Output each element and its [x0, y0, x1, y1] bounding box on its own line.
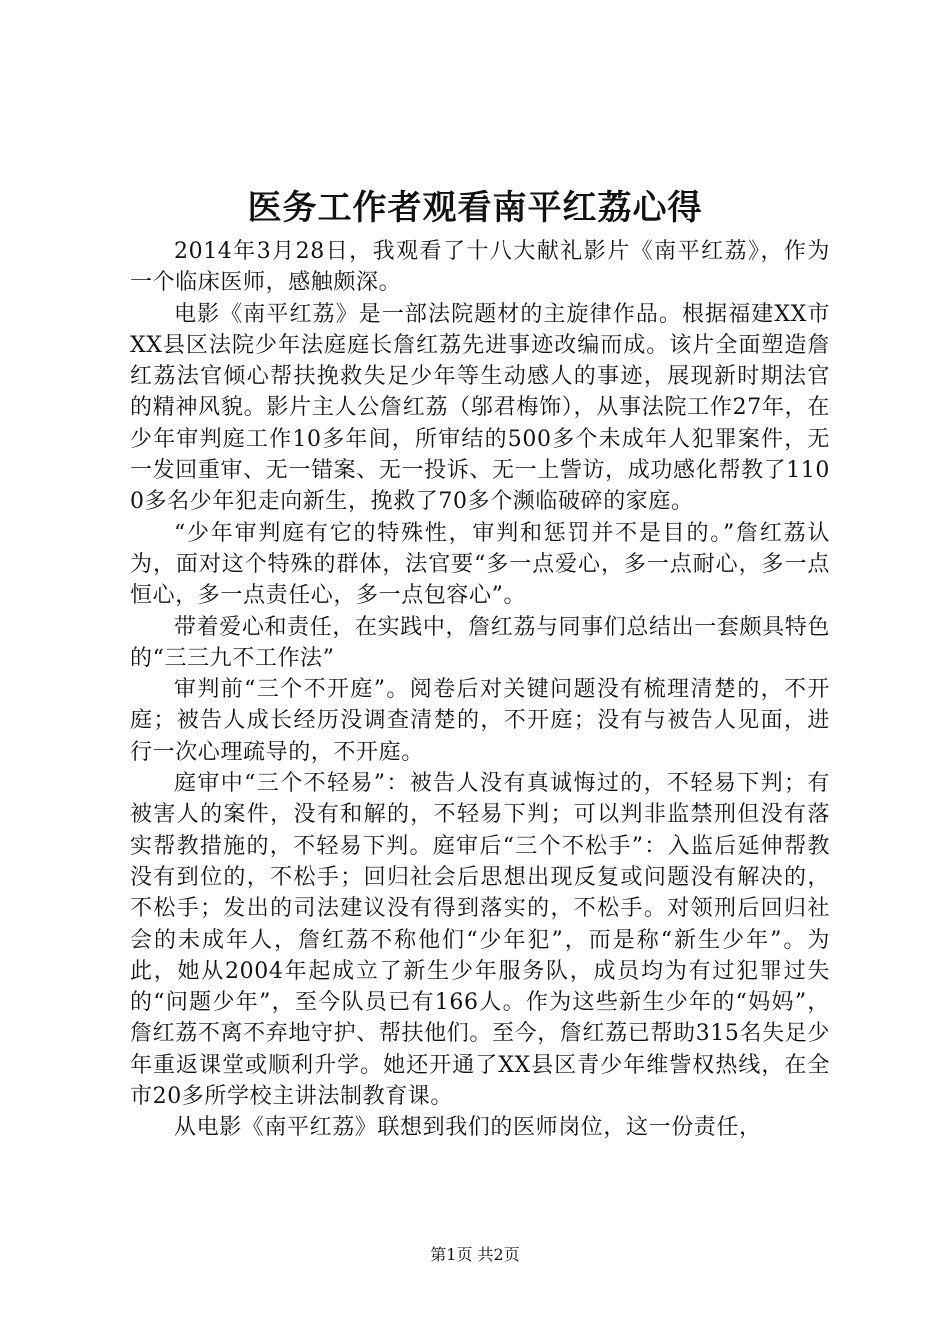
- page-number-footer: 第1页 共2页: [430, 1245, 520, 1264]
- document-title: 医务工作者观看南平红荔心得: [247, 188, 703, 228]
- paragraph-intro: 2014年3月28日，我观看了十八大献礼影片《南平红荔》，作为一个临床医师，感触颇深。: [130, 239, 830, 296]
- paragraph-method-intro: 带着爱心和责任，在实践中，詹红荔与同事们总结出一套颇具特色的“三三九不工作法”: [130, 614, 830, 671]
- document-body: [130, 236, 830, 1144]
- paragraph-before-trial: 审判前“三个不开庭”。阅卷后对关键问题没有梳理清楚的，不开庭；被告人成长经历没调查清楚的，不开庭；没有与被告人见面，进行一次心理疏导的，不开庭。: [130, 677, 830, 765]
- paragraph-film-summary: 电影《南平红荔》是一部法院题材的主旋律作品。根据福建XX市XX县区法院少年法庭庭长詹红荔先进事迹改编而成。该片全面塑造詹红荔法官倾心帮扶挽救失足少年等生动感人的事迹，展现新时期法官的精神风貌。影片主人公詹红荔（邬君梅饰），从事法院工作27年，在少年审判庭工作10多年间，所审结的500多个未成年人犯罪案件，无一发回重审、无一错案、无一投诉、无一上訾访，成功感化帮教了1100多名少年犯走向新生，挽救了70多个濒临破碎的家庭。: [130, 301, 830, 515]
- paragraph-quote: “少年审判庭有它的特殊性，审判和惩罚并不是目的。”詹红荔认为，面对这个特殊的群体，法官要“多一点爱心，多一点耐心，多一点恒心，多一点责任心，多一点包容心”。: [130, 520, 830, 609]
- paragraph-reflection: 从电影《南平红荔》联想到我们的医师岗位，这一份责任，: [174, 1115, 762, 1141]
- paragraph-during-after-trial: 庭审中“三个不轻易”：被告人没有真诚悔过的，不轻易下判；有被害人的案件，没有和解的，不轻易下判；可以判非监禁刑但没有落实帮教措施的，不轻易下判。庭审后“三个不松手”：入监后延伸帮教没有到位的，不松手；回归社会后思想出现反复或问题没有解决的，不松手；发出的司法建议没有得到落实的，不松手。对领刑后回归社会的未成年人，詹红荔不称他们“少年犯”，而是称“新生少年”。为此，她从2004年起成立了新生少年服务队，成员均为有过犯罪过失的“问题少年”，至今队员已有166人。作为这些新生少年的“妈妈”，詹红荔不离不弃地守护、帮扶他们。至今，詹红荔已帮助315名失足少年重返课堂或顺利升学。她还开通了XX县区青少年维訾权热线，在全市20多所学校主讲法制教育课。: [130, 771, 830, 1110]
